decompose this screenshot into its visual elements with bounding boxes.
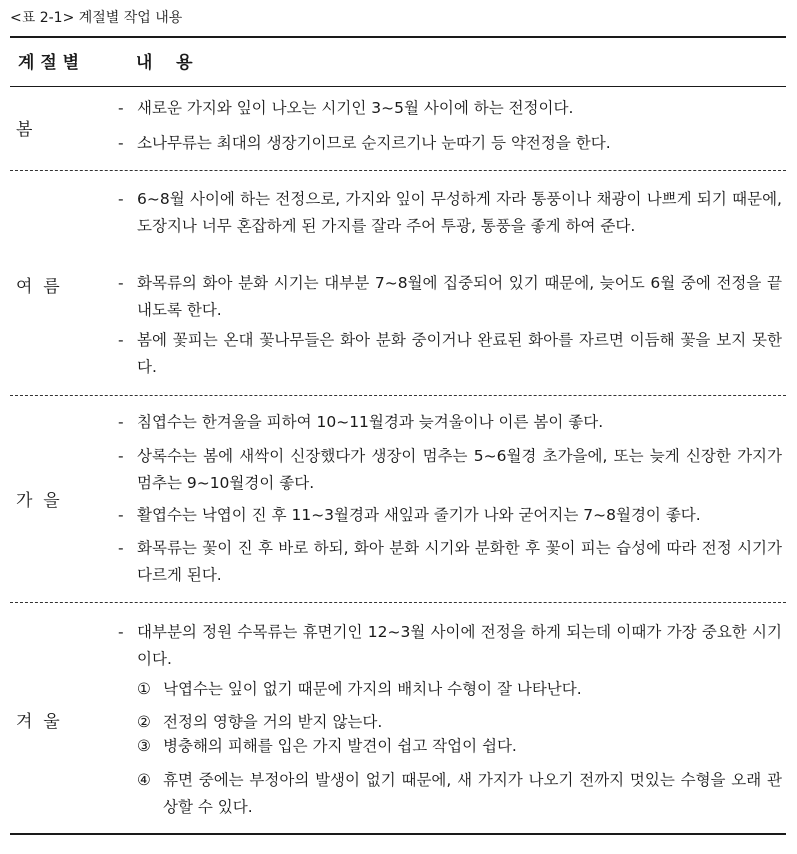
circled-number: ① bbox=[137, 680, 151, 698]
header-season: 계 절 별 bbox=[18, 53, 80, 73]
subitem-text: 낙엽수는 잎이 없기 때문에 가지의 배치나 수형이 잘 나타난다. bbox=[163, 680, 582, 698]
bullet-dash: - bbox=[118, 447, 124, 465]
bullet-dash: - bbox=[118, 413, 124, 431]
item-text: 화목류는 꽃이 진 후 바로 하되, 화아 분화 시기와 분화한 후 꽃이 피는 습성에 따라 전정 시기가 다르게 된다. bbox=[137, 539, 782, 584]
circled-number: ④ bbox=[137, 771, 151, 789]
subitem-text: 병충해의 피해를 입은 가지 발견이 쉽고 작업이 쉽다. bbox=[163, 737, 517, 755]
item-text: 화목류의 화아 분화 시기는 대부분 7~8월에 집중되어 있기 때문에, 늦어도 6월 중에 전정을 끝내도록 한다. bbox=[137, 274, 782, 319]
item-text: 새로운 가지와 잎이 나오는 시기인 3~5월 사이에 하는 전정이다. bbox=[137, 99, 574, 117]
summer-item-3 bbox=[118, 327, 782, 381]
season-summer: 여 름 bbox=[16, 277, 60, 297]
autumn-item-3 bbox=[118, 502, 782, 529]
item-text: 침엽수는 한겨울을 피하여 10~11월경과 늦겨울이나 이른 봄이 좋다. bbox=[137, 413, 604, 431]
winter-subitem-2 bbox=[137, 709, 782, 736]
bullet-dash: - bbox=[118, 506, 124, 524]
circled-number: ③ bbox=[137, 737, 151, 755]
item-text: 봄에 꽃피는 온대 꽃나무들은 화아 분화 중이거나 완료된 화아를 자르면 이듬해 꽃을 보지 못한다. bbox=[137, 331, 782, 376]
spring-item-2 bbox=[118, 130, 782, 157]
header-bottom-rule bbox=[10, 86, 786, 87]
item-text: 대부분의 정원 수목류는 휴면기인 12~3월 사이에 전정을 하게 되는데 이때가 가장 중요한 시기이다. bbox=[137, 623, 782, 668]
table-bottom-rule bbox=[10, 833, 786, 835]
table-caption: <표 2-1> 계절별 작업 내용 bbox=[10, 10, 183, 26]
summer-item-2 bbox=[118, 270, 782, 324]
table-top-rule bbox=[10, 36, 786, 38]
winter-subitem-3 bbox=[137, 733, 782, 760]
item-text: 6~8월 사이에 하는 전정으로, 가지와 잎이 무성하게 자라 통풍이나 채광이 나쁘게 되기 때문에, 도장지나 너무 혼잡하게 된 가지를 잘라 주어 투광, 통풍을 좋게 하여 준다. bbox=[137, 190, 782, 235]
circled-number: ② bbox=[137, 713, 151, 731]
autumn-item-1 bbox=[118, 409, 782, 436]
autumn-item-2 bbox=[118, 443, 782, 497]
divider-autumn-winter bbox=[10, 602, 786, 603]
bullet-dash: - bbox=[118, 190, 124, 208]
season-spring: 봄 bbox=[16, 120, 33, 140]
divider-summer-autumn bbox=[10, 395, 786, 396]
bullet-dash: - bbox=[118, 539, 124, 557]
bullet-dash: - bbox=[118, 99, 124, 117]
winter-subitem-1 bbox=[137, 676, 782, 703]
item-text: 상록수는 봄에 새싹이 신장했다가 생장이 멈추는 5~6월경 초가을에, 또는 늦게 신장한 가지가 멈추는 9~10월경이 좋다. bbox=[137, 447, 782, 492]
item-text: 활엽수는 낙엽이 진 후 11~3월경과 새잎과 줄기가 나와 굳어지는 7~8월경이 좋다. bbox=[137, 506, 701, 524]
summer-item-1 bbox=[118, 186, 782, 240]
item-text: 소나무류는 최대의 생장기이므로 순지르기나 눈따기 등 약전정을 한다. bbox=[137, 134, 611, 152]
subitem-text: 전정의 영향을 거의 받지 않는다. bbox=[163, 713, 383, 731]
divider-spring-summer bbox=[10, 170, 786, 171]
bullet-dash: - bbox=[118, 134, 124, 152]
bullet-dash: - bbox=[118, 331, 124, 349]
autumn-item-4 bbox=[118, 535, 782, 589]
winter-item-1 bbox=[118, 619, 782, 673]
winter-subitem-4 bbox=[137, 767, 782, 821]
season-winter: 겨 울 bbox=[16, 712, 60, 732]
season-autumn: 가 을 bbox=[16, 491, 60, 511]
bullet-dash: - bbox=[118, 623, 124, 641]
header-content: 내 용 bbox=[136, 53, 193, 73]
bullet-dash: - bbox=[118, 274, 124, 292]
subitem-text: 휴면 중에는 부정아의 발생이 없기 때문에, 새 가지가 나오기 전까지 멋있는 수형을 오래 관상할 수 있다. bbox=[163, 771, 782, 816]
spring-item-1 bbox=[118, 95, 782, 122]
